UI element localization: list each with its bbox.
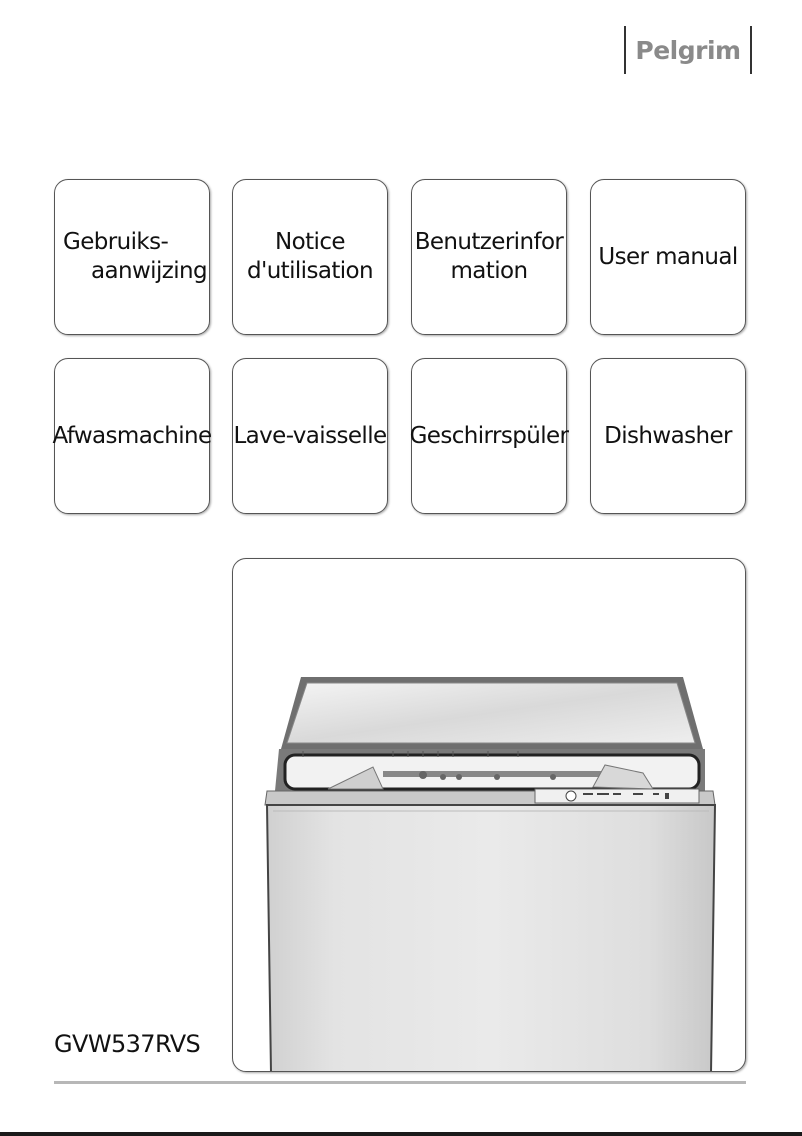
box-label: User manual [598,243,738,270]
box-dishwasher [590,358,746,514]
brand-logo [624,26,752,74]
box-benutzerinformation [411,179,567,335]
box-afwasmachine [54,358,210,514]
box-label: aanwijzing [91,258,207,284]
box-user-manual [590,179,746,335]
box-gebruiksaanwijzing [54,179,210,335]
divider [54,1081,746,1084]
box-lave-vaisselle [232,358,388,514]
box-notice-utilisation [232,179,388,335]
box-label: Lave-vaisselle [233,422,387,449]
box-label: Dishwasher [604,422,732,449]
box-geschirrspuler [411,358,567,514]
brand-logo-text: Pelgrim [635,35,741,65]
box-label: Afwasmachine [52,422,212,449]
box-label: Gebruiks- [63,229,169,255]
model-number: GVW537RVS [54,1030,201,1058]
dishwasher-illustration [233,559,746,1072]
bottom-edge-bar [0,1132,802,1136]
box-label: Notice d'utilisation [246,229,374,284]
box-label: Geschirrspüler [409,422,569,449]
box-label: Benutzerinfor mation [414,229,564,284]
product-image-frame [232,558,746,1072]
